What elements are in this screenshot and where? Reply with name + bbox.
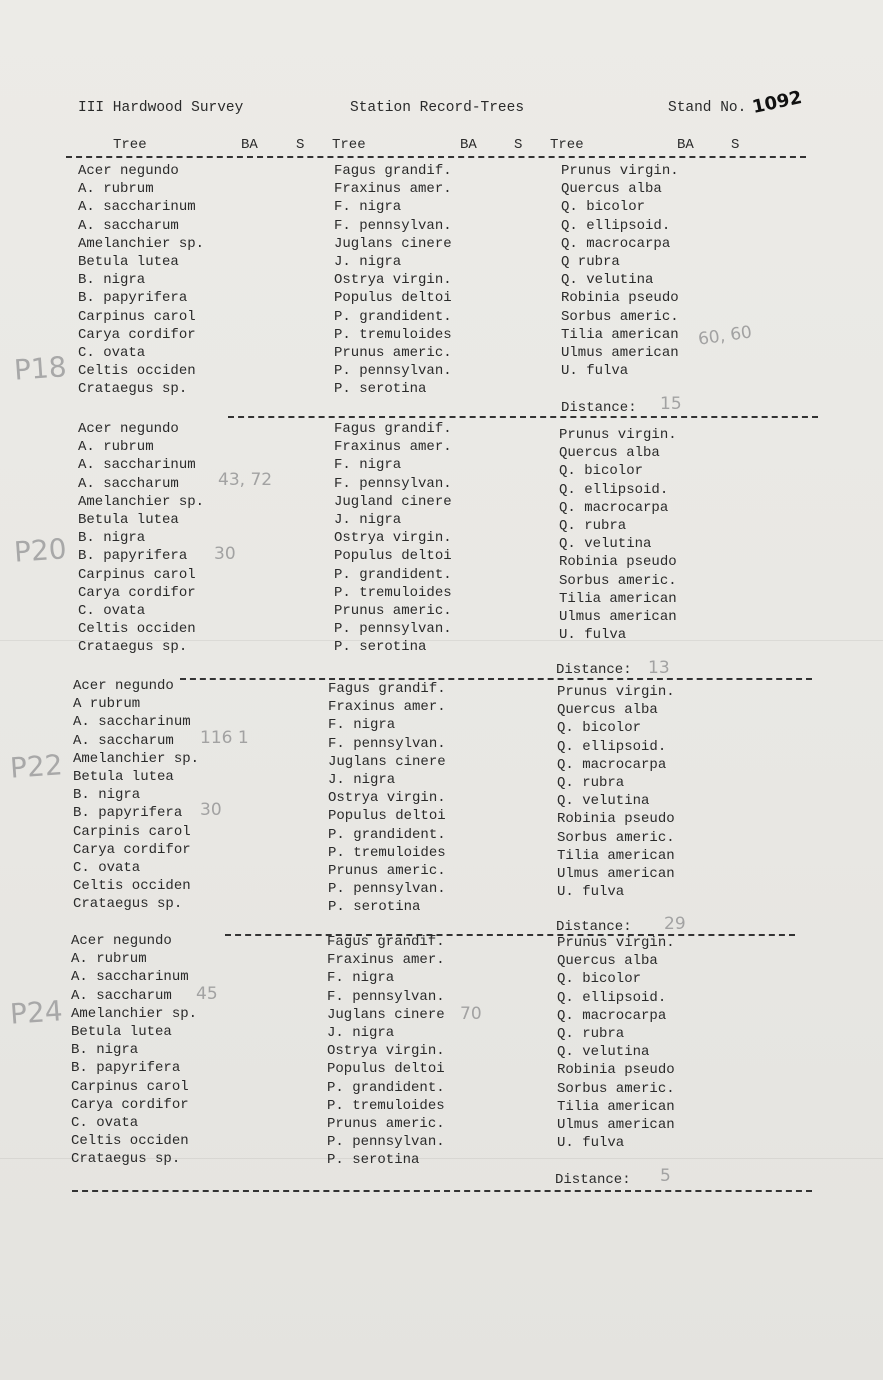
species-item: Amelanchier sp. <box>78 493 205 510</box>
block4-col2 <box>327 933 445 1169</box>
paper-fold <box>0 640 883 641</box>
species-item: Carpinus carol <box>78 566 196 583</box>
species-item: Q. rubra <box>559 517 627 534</box>
species-item: B. nigra <box>78 530 146 547</box>
species-item: A rubrum <box>73 696 141 713</box>
plot-label-p18: P18 <box>12 350 68 387</box>
species-item: Ostrya virgin. <box>328 790 446 807</box>
block1-col1 <box>78 162 204 398</box>
species-item: A. rubrum <box>78 181 154 198</box>
species-item: Carya cordifor <box>71 1096 189 1113</box>
species-item: Ostrya virgin. <box>334 272 452 289</box>
species-item: Prunus americ. <box>328 862 446 879</box>
species-item: Juglans cinere <box>334 235 452 252</box>
species-item: P. pennsylvan. <box>334 363 452 380</box>
block2-col1 <box>78 420 204 656</box>
species-item: U. fulva <box>557 1135 625 1152</box>
species-item: F. pennsylvan. <box>334 217 452 234</box>
species-item: Q. bicolor <box>559 463 644 480</box>
col1-s-header: S <box>296 137 305 153</box>
species-item: P. grandident. <box>334 566 452 583</box>
distance-value: 5 <box>660 1166 671 1186</box>
species-item: Tilia american <box>557 847 675 864</box>
species-item: Quercus alba <box>557 953 658 970</box>
species-item: Celtis occiden <box>78 363 196 380</box>
species-item: Jugland cinere <box>334 493 452 510</box>
species-item: P. grandident. <box>328 826 446 843</box>
species-item: F. nigra <box>327 970 395 987</box>
species-item: Betula lutea <box>71 1023 172 1040</box>
species-item: Q. macrocarpa <box>557 756 667 773</box>
species-item: C. ovata <box>78 344 146 361</box>
species-item: Ulmus american <box>557 1116 675 1133</box>
col3-s-header: S <box>731 137 740 153</box>
species-item: P. grandident. <box>327 1079 445 1096</box>
handwritten-note: 60, 60 <box>696 322 754 350</box>
distance-label: Distance: <box>561 400 637 416</box>
species-item: Prunus americ. <box>334 344 452 361</box>
handwritten-note: 43, 72 <box>218 470 273 490</box>
handwritten-note: 70 <box>460 1004 482 1024</box>
species-item: Fraxinus amer. <box>328 699 446 716</box>
species-item: Acer negundo <box>78 163 179 179</box>
species-item: B. papyrifera <box>78 290 188 307</box>
species-item: C. ovata <box>73 859 141 876</box>
species-item: Betula lutea <box>73 768 174 785</box>
species-item: A. saccharum <box>78 217 179 234</box>
species-item: F. nigra <box>328 717 396 734</box>
species-item: Q. rubra <box>557 1025 625 1042</box>
species-item: B. nigra <box>78 272 146 289</box>
species-item: J. nigra <box>328 771 396 788</box>
col3-tree-header: Tree <box>550 137 584 153</box>
col1-tree-header: Tree <box>113 137 147 153</box>
species-item: Amelanchier sp. <box>78 235 205 252</box>
species-item: Crataegus sp. <box>78 639 188 656</box>
species-item: Tilia american <box>557 1098 675 1115</box>
block-divider <box>180 678 812 680</box>
species-item: Amelanchier sp. <box>73 750 200 767</box>
species-item: Juglans cinere <box>328 753 446 770</box>
species-item: A. saccharinum <box>71 969 189 986</box>
species-item: P. serotina <box>334 381 427 398</box>
col2-tree-header: Tree <box>332 137 366 153</box>
species-item: Populus deltoi <box>328 808 446 825</box>
species-item: Juglans cinere <box>327 1006 445 1023</box>
distance-label: Distance: <box>556 919 632 935</box>
species-item: A. rubrum <box>78 439 154 456</box>
species-item: Prunus virgin. <box>561 163 679 179</box>
block4-col3 <box>557 934 675 1152</box>
species-item: J. nigra <box>327 1024 395 1041</box>
species-item: F. pennsylvan. <box>328 735 446 752</box>
handwritten-note: 30 <box>200 800 222 820</box>
species-item: Fraxinus amer. <box>334 181 452 198</box>
species-item: A. saccharinum <box>73 714 191 731</box>
block3-col2 <box>328 680 446 916</box>
species-item: Ulmus american <box>561 344 679 361</box>
species-item: A. saccharum <box>78 475 179 492</box>
species-item: Q. ellipsoid. <box>557 989 667 1006</box>
species-item: Q rubra <box>561 253 620 270</box>
species-item: A. saccharinum <box>78 457 196 474</box>
species-item: P. tremuloides <box>334 326 452 343</box>
handwritten-note: 116 1 <box>200 728 249 748</box>
distance-value: 15 <box>660 394 682 414</box>
species-item: Acer negundo <box>78 421 179 437</box>
species-item: U. fulva <box>557 884 625 901</box>
species-item: A. saccharum <box>71 987 172 1004</box>
block3-col3 <box>557 683 675 901</box>
distance-value: 29 <box>664 914 686 934</box>
species-item: Robinia pseudo <box>559 554 677 571</box>
block-divider <box>225 934 795 936</box>
species-item: Robinia pseudo <box>557 1062 675 1079</box>
block-divider <box>228 416 818 418</box>
species-item: Crataegus sp. <box>73 896 183 913</box>
species-item: Crataegus sp. <box>78 381 188 398</box>
block1-col3 <box>561 162 679 380</box>
stand-number: 1092 <box>750 87 804 118</box>
species-item: Carpinis carol <box>73 823 191 840</box>
species-item: U. fulva <box>561 363 629 380</box>
species-item: Fagus grandif. <box>334 163 452 179</box>
species-item: Populus deltoi <box>327 1061 445 1078</box>
species-item: Q. rubra <box>557 774 625 791</box>
species-item: Sorbus americ. <box>557 829 675 846</box>
species-item: C. ovata <box>71 1114 139 1131</box>
handwritten-note: 30 <box>214 544 236 564</box>
plot-label-p20: P20 <box>12 532 68 569</box>
species-item: P. serotina <box>327 1152 420 1169</box>
species-item: J. nigra <box>334 253 402 270</box>
plot-label-p22: P22 <box>8 748 64 785</box>
species-item: Ostrya virgin. <box>327 1043 445 1060</box>
species-item: Populus deltoi <box>334 290 452 307</box>
species-item: Betula lutea <box>78 511 179 528</box>
species-item: Q. ellipsoid. <box>561 217 671 234</box>
species-item: Carya cordifor <box>73 841 191 858</box>
species-item: Celtis occiden <box>71 1133 189 1150</box>
species-item: Prunus americ. <box>327 1115 445 1132</box>
species-item: Sorbus americ. <box>559 572 677 589</box>
species-item: Sorbus americ. <box>557 1080 675 1097</box>
species-item: Q. bicolor <box>557 720 642 737</box>
col2-ba-header: BA <box>460 137 477 153</box>
species-item: Q. velutina <box>559 536 652 553</box>
species-item: U. fulva <box>559 627 627 644</box>
species-item: P. tremuloides <box>328 844 446 861</box>
distance-value: 13 <box>648 658 670 678</box>
species-item: Q. macrocarpa <box>559 499 669 516</box>
block2-col2 <box>334 420 452 656</box>
species-item: Quercus alba <box>557 702 658 719</box>
species-item: Q. velutina <box>561 272 654 289</box>
col2-s-header: S <box>514 137 523 153</box>
species-item: Populus deltoi <box>334 548 452 565</box>
species-item: Q. ellipsoid. <box>559 481 669 498</box>
species-item: B. papyrifera <box>78 548 188 565</box>
species-item: F. pennsylvan. <box>334 475 452 492</box>
species-item: Q. velutina <box>557 1044 650 1061</box>
species-item: Carpinus carol <box>71 1078 189 1095</box>
species-item: P. grandident. <box>334 308 452 325</box>
species-item: Acer negundo <box>71 933 172 949</box>
species-item: A. saccharinum <box>78 199 196 216</box>
species-item: Q. bicolor <box>561 199 646 216</box>
survey-title: III Hardwood Survey <box>78 100 244 116</box>
species-item: B. nigra <box>71 1042 139 1059</box>
species-item: B. papyrifera <box>71 1060 181 1077</box>
plot-label-p24: P24 <box>8 994 64 1031</box>
species-item: Ostrya virgin. <box>334 530 452 547</box>
species-item: F. nigra <box>334 457 402 474</box>
species-item: Fraxinus amer. <box>327 952 445 969</box>
species-item: P. pennsylvan. <box>328 881 446 898</box>
species-item: Carya cordifor <box>78 326 196 343</box>
species-item: Betula lutea <box>78 253 179 270</box>
species-item: Q. macrocarpa <box>561 235 671 252</box>
species-item: F. pennsylvan. <box>327 988 445 1005</box>
species-item: Q. velutina <box>557 793 650 810</box>
stand-label: Stand No. <box>668 100 747 116</box>
species-item: Fagus grandif. <box>334 421 452 437</box>
block1-col2 <box>334 162 452 398</box>
species-item: P. pennsylvan. <box>327 1134 445 1151</box>
species-item: P. pennsylvan. <box>334 621 452 638</box>
col1-ba-header: BA <box>241 137 258 153</box>
species-item: Prunus virgin. <box>557 935 675 951</box>
species-item: Tilia american <box>559 590 677 607</box>
species-item: Q. macrocarpa <box>557 1007 667 1024</box>
species-item: Q. bicolor <box>557 971 642 988</box>
species-item: A. saccharum <box>73 732 174 749</box>
species-item: Quercus alba <box>559 445 660 462</box>
species-item: Amelanchier sp. <box>71 1005 198 1022</box>
bottom-divider <box>72 1190 812 1192</box>
species-item: Prunus virgin. <box>559 427 677 443</box>
record-title: Station Record-Trees <box>350 100 525 116</box>
species-item: Robinia pseudo <box>557 811 675 828</box>
species-item: Celtis occiden <box>73 878 191 895</box>
species-item: P. serotina <box>334 639 427 656</box>
species-item: P. serotina <box>328 899 421 916</box>
distance-label: Distance: <box>556 662 632 678</box>
block4-col1 <box>71 932 197 1168</box>
header-divider <box>66 156 806 158</box>
species-item: Ulmus american <box>557 865 675 882</box>
species-item: Fagus grandif. <box>328 681 446 697</box>
species-item: F. nigra <box>334 199 402 216</box>
block3-col1 <box>73 677 199 913</box>
species-item: B. nigra <box>73 787 141 804</box>
species-item: Prunus americ. <box>334 602 452 619</box>
species-item: P. tremuloides <box>327 1097 445 1114</box>
species-item: Q. ellipsoid. <box>557 738 667 755</box>
species-item: Robinia pseudo <box>561 290 679 307</box>
species-item: Celtis occiden <box>78 621 196 638</box>
species-item: C. ovata <box>78 602 146 619</box>
species-item: Fraxinus amer. <box>334 439 452 456</box>
paper-fold <box>0 1158 883 1159</box>
distance-label: Distance: <box>555 1172 631 1188</box>
species-item: Quercus alba <box>561 181 662 198</box>
species-item: Prunus virgin. <box>557 684 675 700</box>
species-item: Fagus grandif. <box>327 934 445 950</box>
species-item: Acer negundo <box>73 678 174 694</box>
species-item: A. rubrum <box>71 951 147 968</box>
species-item: Tilia american <box>561 326 679 343</box>
block2-col3 <box>559 426 677 644</box>
species-item: Sorbus americ. <box>561 308 679 325</box>
species-item: B. papyrifera <box>73 805 183 822</box>
species-item: Carya cordifor <box>78 584 196 601</box>
species-item: P. tremuloides <box>334 584 452 601</box>
handwritten-note: 45 <box>196 984 218 1004</box>
species-item: Crataegus sp. <box>71 1151 181 1168</box>
col3-ba-header: BA <box>677 137 694 153</box>
species-item: Ulmus american <box>559 608 677 625</box>
species-item: Carpinus carol <box>78 308 196 325</box>
species-item: J. nigra <box>334 511 402 528</box>
